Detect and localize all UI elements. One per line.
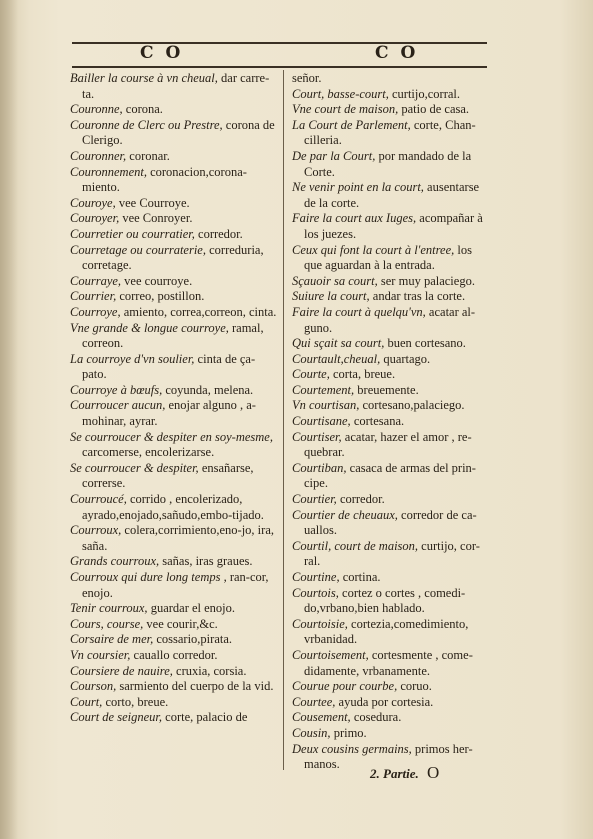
dictionary-entry xyxy=(292,71,492,87)
entry-translation: coronacion,corona-miento. xyxy=(82,164,247,195)
entry-headword: Bailler la course à vn cheual, xyxy=(70,71,218,85)
dictionary-entry xyxy=(292,570,492,586)
entry-translation: por mandado de la Corte. xyxy=(304,148,472,179)
dictionary-entry xyxy=(70,321,278,352)
entry-headword: Couronne, xyxy=(70,102,123,117)
dictionary-entry xyxy=(70,227,278,243)
dictionary-entry xyxy=(70,71,278,102)
entry-headword: Court, xyxy=(70,694,103,709)
entry-headword: Faire la court à quelqu'vn, xyxy=(292,304,426,319)
dictionary-entry xyxy=(70,430,278,461)
entry-headword: Courtault,cheual, xyxy=(292,351,381,366)
entry-headword: Couronnement, xyxy=(70,164,147,179)
entry-headword: Courroux, xyxy=(70,523,122,538)
entry-translation: ramal, correon. xyxy=(82,320,264,351)
dictionary-entry xyxy=(70,305,278,321)
entry-headword: Vn courtisan, xyxy=(292,398,360,413)
dictionary-entry xyxy=(292,336,492,352)
entry-headword: Courtee, xyxy=(292,694,336,709)
entry-headword: Se courroucer & despiter, xyxy=(70,460,199,475)
entry-translation: los que aguardan à la entrada. xyxy=(304,242,472,273)
entry-translation: buen cortesano. xyxy=(387,336,466,351)
entry-headword: Court de seigneur, xyxy=(70,710,163,725)
entry-translation: corta, breue. xyxy=(332,367,396,382)
dictionary-entry xyxy=(70,165,278,196)
entry-translation: vee courroye. xyxy=(124,273,193,288)
entry-translation: cosedura. xyxy=(353,710,402,725)
dictionary-entry xyxy=(70,695,278,711)
dictionary-entry xyxy=(292,586,492,617)
dictionary-entry xyxy=(70,398,278,429)
dictionary-entry xyxy=(292,383,492,399)
running-head-left: C O xyxy=(140,43,184,63)
dictionary-entry xyxy=(70,289,278,305)
dictionary-entry xyxy=(292,414,492,430)
entry-translation: corredor de ca-uallos. xyxy=(304,507,477,538)
entry-translation: ran-cor, enojo. xyxy=(82,570,269,600)
entry-headword: Faire la court aux Iuges, xyxy=(292,211,417,226)
dictionary-entry xyxy=(292,679,492,695)
dictionary-entry xyxy=(70,461,278,492)
dictionary-entry xyxy=(292,118,492,149)
entry-headword: Couronner, xyxy=(70,148,127,163)
entry-translation: señor. xyxy=(292,71,322,85)
entry-headword: Vne grande & longue courroye, xyxy=(70,320,229,335)
entry-headword: Courte, xyxy=(292,367,330,382)
dictionary-entry xyxy=(292,367,492,383)
dictionary-entry xyxy=(70,118,278,149)
entry-headword: Se courroucer & despiter en soy-mesme, xyxy=(70,429,273,444)
entry-headword: Cousement, xyxy=(292,710,351,725)
entry-headword: Courtier, xyxy=(292,492,337,507)
entry-translation: ser muy palaciego. xyxy=(380,273,475,288)
dictionary-entry xyxy=(292,726,492,742)
entry-headword: Courtiban, xyxy=(292,460,347,475)
entry-translation: corona de Clerigo. xyxy=(82,117,275,148)
entry-translation: cauallo corredor. xyxy=(133,647,218,662)
dictionary-entry xyxy=(292,102,492,118)
entry-translation: carcomerse, encolerizarse. xyxy=(82,445,215,460)
entry-translation: cortezia,comedimiento, vrbanidad. xyxy=(304,616,469,647)
dictionary-entry xyxy=(292,539,492,570)
entry-translation: primo. xyxy=(333,725,367,740)
dictionary-entry xyxy=(292,461,492,492)
dictionary-entry xyxy=(70,102,278,118)
dictionary-entry xyxy=(70,570,278,601)
entry-headword: Courson, xyxy=(70,679,117,694)
entry-translation: corrido , encolerizado, ayrado,enojado,sañudo,embo-tijado. xyxy=(82,492,264,522)
dictionary-entry xyxy=(70,554,278,570)
entry-translation: guardar el enojo. xyxy=(150,601,236,616)
dictionary-entry xyxy=(70,601,278,617)
dictionary-entry xyxy=(292,180,492,211)
entry-translation: cossario,pirata. xyxy=(156,632,233,647)
entry-headword: Couronne de Clerc ou Prestre, xyxy=(70,117,223,132)
entry-headword: Ne venir point en la court, xyxy=(292,180,424,195)
entry-headword: Tenir courroux, xyxy=(70,601,148,616)
entry-headword: Courroux qui dure long temps , xyxy=(70,570,227,584)
entry-translation: patio de casa. xyxy=(401,102,470,117)
entry-translation: curtijo, cor-ral. xyxy=(304,538,480,569)
entry-translation: cortina. xyxy=(342,570,381,584)
entry-translation: cortez o cortes , comedi-do,vrbano,bien hablado. xyxy=(304,585,466,616)
entry-translation: ayuda por cortesia. xyxy=(338,694,434,709)
entry-headword: Vne court de maison, xyxy=(292,102,399,117)
header-rule-bottom xyxy=(72,66,487,68)
entry-headword: Vn coursier, xyxy=(70,647,131,662)
right-column xyxy=(292,71,492,773)
dictionary-entry xyxy=(292,617,492,648)
entry-translation: curtijo,corral. xyxy=(392,86,461,101)
entry-headword: Courtoisement, xyxy=(292,647,369,662)
dictionary-entry xyxy=(292,243,492,274)
entry-headword: Coursiere de nauire, xyxy=(70,663,173,678)
entry-translation: correo, postillon. xyxy=(119,289,205,304)
entry-headword: Courroye à bœufs, xyxy=(70,382,163,397)
dictionary-entry xyxy=(292,648,492,679)
entry-translation: cinta de ça-pato. xyxy=(82,351,256,382)
entry-translation: acatar, hazer el amor , re-quebrar. xyxy=(304,429,472,460)
entry-translation: corredor. xyxy=(339,492,385,507)
entry-headword: Couroye, xyxy=(70,195,116,210)
entry-translation: cortesano,palaciego. xyxy=(362,398,465,413)
running-head-right: C O xyxy=(375,43,419,63)
dictionary-entry xyxy=(292,508,492,539)
entry-headword: Courrier, xyxy=(70,289,117,304)
entry-translation: ausentarse de la corte. xyxy=(304,180,480,210)
dictionary-entry xyxy=(70,617,278,633)
entry-headword: Qui sçait sa court, xyxy=(292,336,385,351)
dictionary-entry xyxy=(292,710,492,726)
entry-translation: corredor. xyxy=(198,226,243,241)
entry-headword: Courtois, xyxy=(292,585,339,600)
header-rule-top xyxy=(72,42,487,44)
entry-headword: Courtement, xyxy=(292,382,355,397)
dictionary-entry xyxy=(292,398,492,414)
entry-translation: dar carre-ta. xyxy=(82,71,270,101)
entry-headword: Suiure la court, xyxy=(292,289,370,304)
dictionary-entry xyxy=(292,289,492,305)
entry-headword: Sçauoir sa court, xyxy=(292,273,378,288)
dictionary-entry xyxy=(292,430,492,461)
dictionary-entry xyxy=(292,211,492,242)
entry-translation: casaca de armas del prin-cipe. xyxy=(304,460,476,491)
entry-translation: breuemente. xyxy=(357,382,419,397)
dictionary-entry xyxy=(70,664,278,680)
entry-headword: Cours, course, xyxy=(70,616,144,631)
dictionary-entry xyxy=(292,695,492,711)
entry-translation: primos her-manos. xyxy=(304,741,473,772)
signature-mark: 2. Partie. xyxy=(370,766,419,781)
entry-headword: Corsaire de mer, xyxy=(70,632,154,647)
entry-headword: La courroye d'vn soulier, xyxy=(70,351,195,366)
entry-headword: Courroye, xyxy=(70,304,121,319)
dictionary-entry xyxy=(70,492,278,523)
entry-headword: Courue pour courbe, xyxy=(292,679,398,694)
dictionary-entry xyxy=(70,679,278,695)
entry-translation: cruxia, corsia. xyxy=(176,663,247,678)
entry-translation: corona. xyxy=(125,102,163,117)
dictionary-entry xyxy=(292,87,492,103)
entry-headword: Grands courroux, xyxy=(70,554,160,569)
entry-headword: Courtil, court de maison, xyxy=(292,538,419,553)
dictionary-entry xyxy=(70,383,278,399)
dictionary-entry xyxy=(70,211,278,227)
dictionary-entry xyxy=(292,305,492,336)
entry-headword: Courtiser, xyxy=(292,429,342,444)
entry-translation: corte, palacio de xyxy=(165,710,248,725)
dictionary-entry xyxy=(70,352,278,383)
dictionary-entry xyxy=(70,243,278,274)
entry-translation: coruo. xyxy=(400,679,432,694)
entry-translation: andar tras la corte. xyxy=(372,289,466,304)
entry-headword: Courroucé, xyxy=(70,492,127,507)
entry-translation: acatar al-guno. xyxy=(304,304,476,335)
entry-translation: vee courir,&c. xyxy=(146,616,218,631)
dictionary-entry xyxy=(70,196,278,212)
entry-translation: acompañar à los juezes. xyxy=(304,211,483,241)
entry-headword: Ceux qui font la court à l'entree, xyxy=(292,242,455,257)
dictionary-entry xyxy=(70,648,278,664)
entry-headword: La Court de Parlement, xyxy=(292,117,411,132)
entry-translation: sañas, iras graues. xyxy=(162,554,253,569)
dictionary-entry xyxy=(70,523,278,554)
entry-translation: corto, breue. xyxy=(105,694,169,709)
entry-translation: ensañarse, correrse. xyxy=(82,460,254,491)
entry-headword: Courroucer aucun, xyxy=(70,398,166,413)
dictionary-entry xyxy=(292,492,492,508)
entry-translation: cortesana. xyxy=(353,414,405,429)
entry-headword: Courtisane, xyxy=(292,414,351,429)
entry-headword: Cousin, xyxy=(292,725,331,740)
dictionary-entry xyxy=(70,149,278,165)
entry-translation: cortesmente , come-didamente, vrbanamente. xyxy=(304,647,473,678)
entry-headword: Courtoisie, xyxy=(292,616,348,631)
entry-headword: Couroyer, xyxy=(70,211,120,226)
left-column xyxy=(70,71,278,726)
entry-headword: De par la Court, xyxy=(292,148,376,163)
entry-headword: Deux cousins germains, xyxy=(292,741,412,756)
dictionary-entry xyxy=(292,149,492,180)
entry-headword: Courretage ou courraterie, xyxy=(70,242,206,257)
entry-translation: quartago. xyxy=(383,351,431,366)
entry-translation: corte, Chan-cilleria. xyxy=(304,117,476,148)
entry-headword: Courretier ou courratier, xyxy=(70,226,195,241)
entry-translation: vee Courroye. xyxy=(118,195,190,210)
dictionary-entry xyxy=(292,352,492,368)
entry-headword: Courtier de cheuaux, xyxy=(292,507,398,522)
gutter-shadow xyxy=(0,0,18,839)
entry-translation: colera,corrimiento,eno-jo, ira, saña. xyxy=(82,523,274,553)
entry-translation: amiento, correa,correon, cinta. xyxy=(123,304,277,319)
dictionary-entry xyxy=(70,274,278,290)
dictionary-entry xyxy=(292,274,492,290)
dictionary-entry xyxy=(70,710,278,726)
gathering-mark: O xyxy=(427,763,440,782)
dictionary-entry xyxy=(70,632,278,648)
entry-translation: enojar alguno , a-mohinar, ayrar. xyxy=(82,398,256,429)
entry-headword: Court, basse-court, xyxy=(292,86,389,101)
entry-translation: correduria, corretage. xyxy=(82,242,264,273)
entry-translation: sarmiento del cuerpo de la vid. xyxy=(119,679,274,694)
entry-translation: vee Conroyer. xyxy=(122,211,193,226)
entry-translation: coronar. xyxy=(129,148,170,163)
entry-translation: coyunda, melena. xyxy=(165,382,254,397)
entry-headword: Courraye, xyxy=(70,273,122,288)
column-divider xyxy=(283,70,284,770)
entry-headword: Courtine, xyxy=(292,570,340,584)
